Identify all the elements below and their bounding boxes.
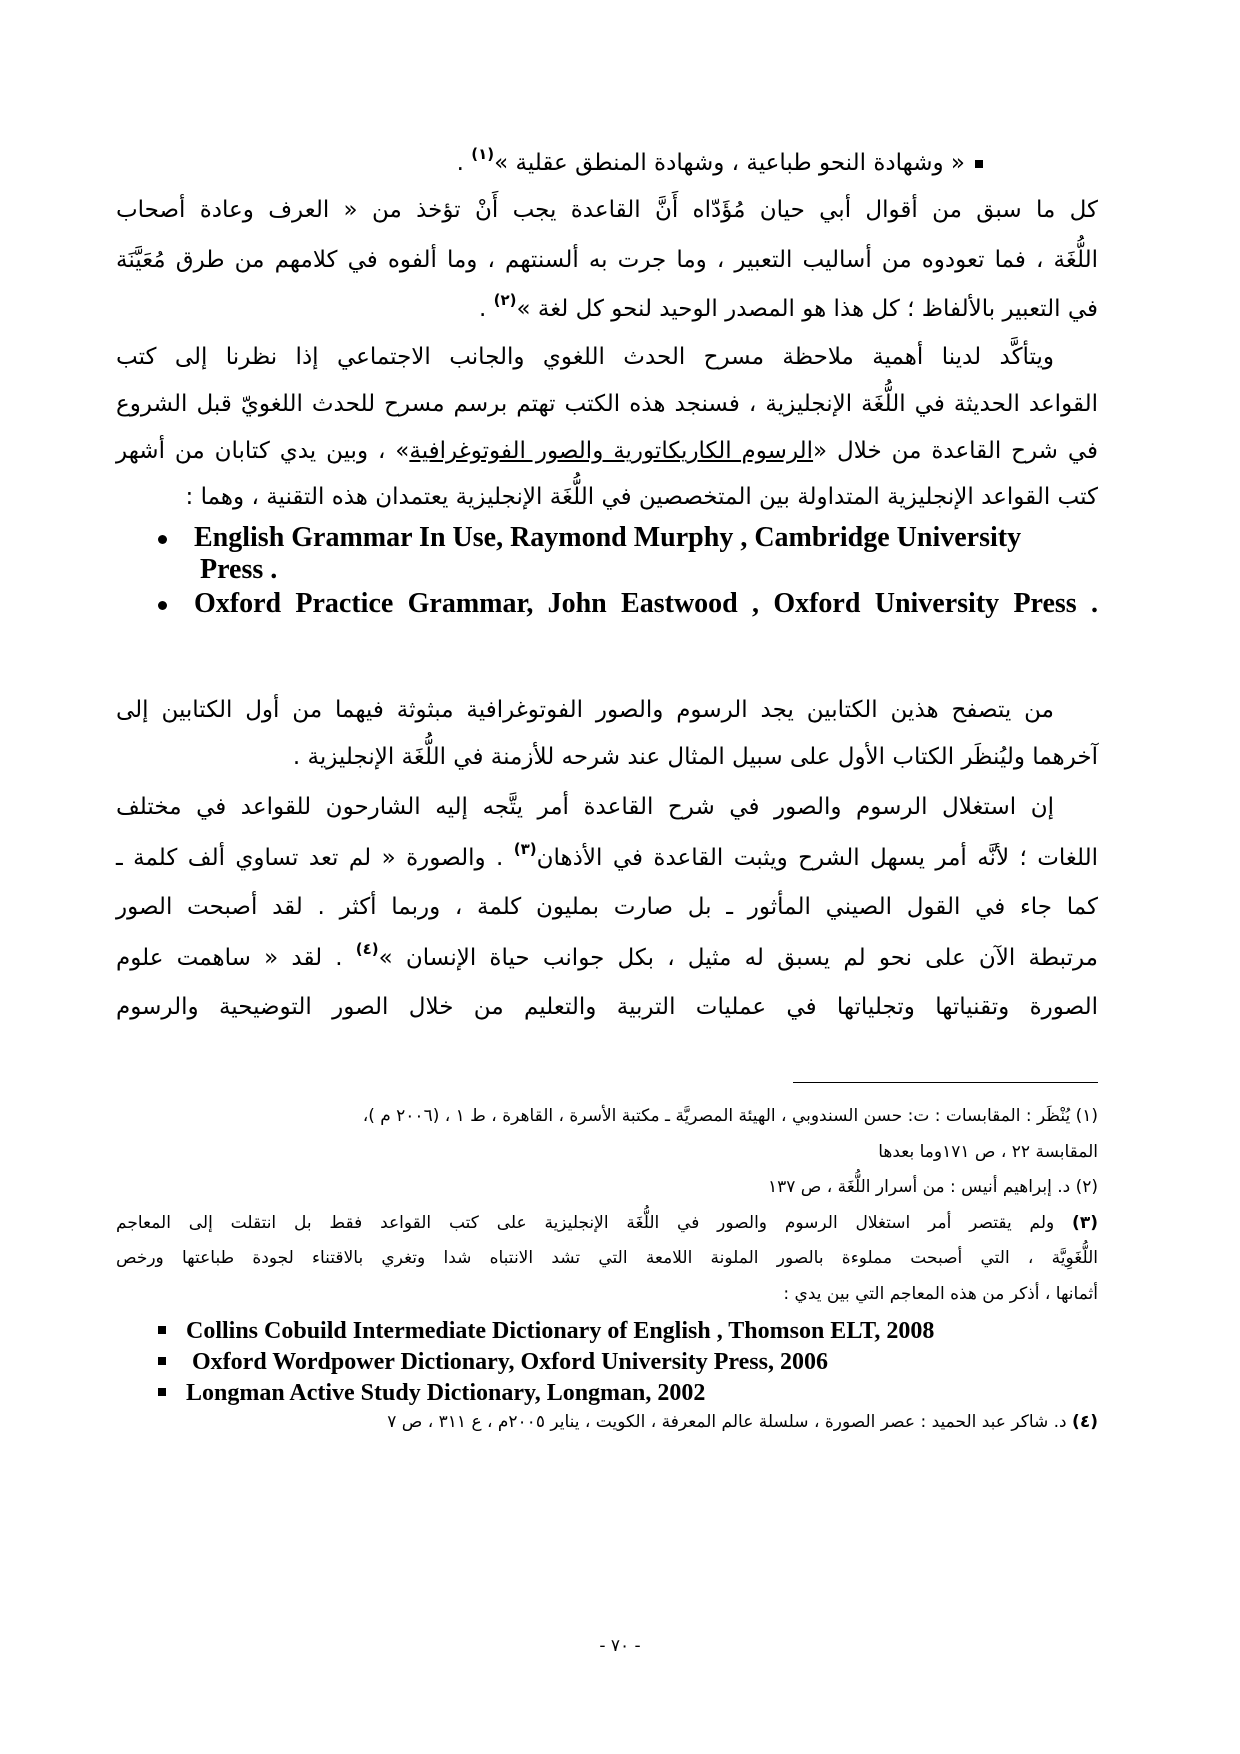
- paragraph-line: القواعد الحديثة في اللُّغَة الإنجليزية ، فسنجد هذه الكتب تهتم برسم مسرح للحدث اللغويّ قبل الشروع: [116, 391, 1098, 417]
- list-item: English Grammar In Use, Raymond Murphy , Cambridge University Press .: [150, 522, 1098, 586]
- paragraph-line: الصورة وتقنياتها وتجلياتها في عمليات التربية والتعليم من خلال الصور التوضيحية والرسوم: [116, 994, 1098, 1020]
- paragraph-line: اللغات ؛ لأنَّه أمر يسهل الشرح ويثبت القاعدة في الأذهان$^{(٣)}$ . والصورة « لم تعد تساوي ألف كلمة ـ: [116, 840, 1098, 871]
- underlined-phrase: الرسوم الكاريكاتورية والصور الفوتوغرافية: [409, 438, 814, 464]
- square-bullet-icon: [158, 1326, 166, 1334]
- dictionary-item: Oxford Wordpower Dictionary, Oxford University Press, 2006: [158, 1349, 828, 1376]
- page-number: - ٧٠ -: [599, 1636, 641, 1656]
- footnote-ref-3: (٣): [513, 840, 537, 858]
- dictionary-item: Collins Cobuild Intermediate Dictionary of English , Thomson ELT, 2008: [158, 1318, 934, 1345]
- footnote-2: (٢) د. إبراهيم أنيس : من أسرار اللُّغَة ، ص ١٣٧: [768, 1177, 1098, 1197]
- footnote-1: (١) يُنْظَر : المقابسات : ت: حسن السندوبي ، الهيئة المصريَّة ـ مكتبة الأسرة ، القاهرة ، ط ١ ، (٢٠٠٦ م )،: [362, 1106, 1098, 1126]
- footnote-ref-1: (١): [471, 145, 495, 163]
- footnote-ref-4: (٤): [355, 940, 379, 958]
- quote-line: « وشهادة النحو طباعية ، وشهادة المنطق عقلية »$^{(١)}$ .: [116, 150, 1098, 176]
- paragraph-line: مرتبطة الآن على نحو لم يسبق له مثيل ، بكل جوانب حياة الإنسان »$^{(٤)}$ . لقد « ساهمت علوم: [116, 940, 1098, 971]
- footnote-3: (٣) ولم يقتصر أمر استغلال الرسوم والصور في اللُّغَة الإنجليزية على كتب القواعد فقط بل انتقلت إلى المعاجم: [116, 1213, 1098, 1233]
- paragraph-line: كتب القواعد الإنجليزية المتداولة بين المتخصصين في اللُّغَة الإنجليزية يعتمدان هذه التقنية ، وهما :: [185, 484, 1098, 510]
- footnote-separator: [793, 1082, 1098, 1083]
- paragraph-line: في التعبير بالألفاظ ؛ كل هذا هو المصدر الوحيد لنحو كل لغة »$^{(٢)}$ .: [478, 291, 1098, 322]
- footnote-4: (٤) د. شاكر عبد الحميد : عصر الصورة ، سلسلة عالم المعرفة ، الكويت ، يناير ٢٠٠٥م ، ع ٣١١ ، ص ٧: [387, 1412, 1098, 1432]
- paragraph-line: في شرح القاعدة من خلال «الرسوم الكاريكاتورية والصور الفوتوغرافية» ، وبين يدي كتابان من أشهر: [116, 438, 1099, 464]
- paragraph-line: اللُّغَة ، فما تعودوه من أساليب التعبير ، وما جرت به ألسنتهم ، وما ألفوه في كلامهم من طرق مُعَيَّنَة: [116, 247, 1098, 273]
- footnote-3-cont: أثمانها ، أذكر من هذه المعاجم التي بين يدي :: [783, 1284, 1098, 1304]
- footnote-1-cont: المقابسة ٢٢ ، ص ١٧١وما بعدها: [878, 1142, 1098, 1162]
- list-item: Oxford Practice Grammar, John Eastwood , Oxford University Press .: [150, 588, 1098, 620]
- paragraph-line: كل ما سبق من أقوال أبي حيان مُؤَدّاه أَنَّ القاعدة يجب أَنْ تؤخذ من « العرف وعادة أصحاب: [116, 197, 1098, 223]
- paragraph-line: ويتأكَّد لدينا أهمية ملاحظة مسرح الحدث اللغوي والجانب الاجتماعي إذا نظرنا إلى كتب: [116, 344, 1054, 370]
- english-books-list: [150, 522, 1098, 620]
- bullet-icon: [158, 601, 167, 610]
- bullet-icon: [158, 535, 167, 544]
- paragraph-line: آخرهما وليُنظَر الكتاب الأول على سبيل المثال عند شرحه للأزمنة في اللُّغَة الإنجليزية .: [292, 744, 1098, 770]
- square-bullet-icon: [975, 160, 983, 168]
- dictionary-item: Longman Active Study Dictionary, Longman, 2002: [158, 1380, 705, 1407]
- square-bullet-icon: [158, 1388, 166, 1396]
- paragraph-line: كما جاء في القول الصيني المأثور ـ بل صارت بمليون كلمة ، وربما أكثر . لقد أصبحت الصور: [116, 894, 1098, 920]
- square-bullet-icon: [158, 1357, 166, 1365]
- paragraph-line: من يتصفح هذين الكتابين يجد الرسوم والصور الفوتوغرافية مبثوثة فيهما من أول الكتابين إلى: [116, 697, 1054, 723]
- footnote-ref-2: (٢): [493, 291, 517, 309]
- paragraph-line: إن استغلال الرسوم والصور في شرح القاعدة أمر يتَّجه إليه الشارحون للقواعد في مختلف: [116, 794, 1054, 820]
- footnote-3-cont: اللُّغَوِيَّة ، التي أصبحت مملوءة بالصور الملونة اللامعة التي تشد الانتباه شدا وتغري بالاقتناء لجودة طباعتها ورخص: [116, 1248, 1098, 1268]
